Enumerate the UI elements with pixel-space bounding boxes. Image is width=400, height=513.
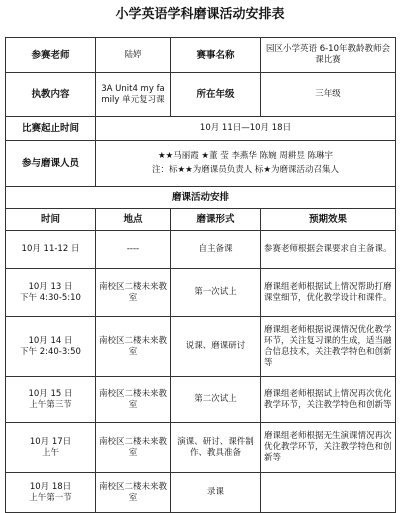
table-row (6, 317, 396, 377)
row-place: 南校区二楼未来教室 (96, 473, 171, 513)
row-place: ---- (96, 231, 171, 269)
row-effect: 参赛老师根据会课要求自主备课。 (261, 231, 396, 269)
row-time: 10月 13 日 下午 4:30-5:10 (6, 269, 96, 317)
period-value: 10月 11日—10月 18日 (96, 117, 396, 141)
event-value: 园区小学英语 6-10年教龄教师会课比赛 (261, 38, 396, 73)
row-form: 自主备课 (171, 231, 261, 269)
members-row (6, 141, 396, 187)
page-title: 小学英语学科磨课活动安排表 (115, 7, 285, 22)
members-list: ★★马丽霞 ★董 莹 李燕华 陈婉 周耕昱 陈琳宇 (157, 151, 334, 161)
row-form: 第一次试上 (171, 269, 261, 317)
row-effect: 磨课组老师根据试上情况帮助打磨课堂细节，优化教学设计和课件。 (261, 269, 396, 317)
row-effect: 磨课组老师根据无生演课情况再次优化教学环节，关注教学特色和创新等 (261, 423, 396, 473)
members-cell (96, 141, 396, 187)
teacher-label: 参赛老师 (6, 38, 96, 73)
row-time: 10月 17日 上午 (6, 423, 96, 473)
teacher-value: 陆婷 (96, 38, 171, 73)
header-row (6, 209, 396, 231)
header-form: 磨课形式 (171, 209, 261, 231)
row-time: 10月 11-12 日 (6, 231, 96, 269)
grade-label: 所在年级 (171, 73, 261, 117)
row-place: 南校区二楼未来教室 (96, 377, 171, 423)
row-effect: 磨课组老师根据说课情况优化教学环节，关注复习课的生成，适当融合信息技术，关注教学特色和创新等 (261, 317, 396, 377)
row-form: 说课、磨课研讨 (171, 317, 261, 377)
row-form: 演课、研讨、课件制作、教具准备 (171, 423, 261, 473)
row-place: 南校区二楼未来教室 (96, 317, 171, 377)
row-place: 南校区二楼未来教室 (96, 423, 171, 473)
table-row (6, 423, 396, 473)
period-label: 比赛起止时间 (6, 117, 96, 141)
section-title: 磨课活动安排 (6, 187, 396, 209)
table-row (6, 231, 396, 269)
header-place: 地点 (96, 209, 171, 231)
teacher-row (6, 38, 396, 73)
table-row (6, 269, 396, 317)
row-time: 10月 15 日 上午第三节 (6, 377, 96, 423)
row-effect: 磨课组老师根据试上情况再次优化教学环节，关注教学特色和创新等 (261, 377, 396, 423)
row-place: 南校区二楼未来教室 (96, 269, 171, 317)
header-time: 时间 (6, 209, 96, 231)
section-row (6, 187, 396, 209)
row-form: 第二次试上 (171, 377, 261, 423)
event-label: 赛事名称 (171, 38, 261, 73)
table-row (6, 473, 396, 513)
lesson-row (6, 73, 396, 117)
lesson-label: 执教内容 (6, 73, 96, 117)
grade-value: 三年级 (261, 73, 396, 117)
lesson-value: 3A Unit4 my family 单元复习课 (96, 73, 171, 117)
header-effect: 预期效果 (261, 209, 396, 231)
members-note: 注：标★★为磨课员负责人 标★为磨课活动召集人 (151, 165, 340, 175)
row-time: 10月 18日 上午第一节 (6, 473, 96, 513)
row-time: 10月 14 日 下午 2:40-3:50 (6, 317, 96, 377)
period-row (6, 117, 396, 141)
table-row (6, 377, 396, 423)
schedule-table (5, 37, 396, 513)
row-effect (261, 473, 396, 513)
row-form: 录课 (171, 473, 261, 513)
members-label: 参与磨课人员 (6, 141, 96, 187)
